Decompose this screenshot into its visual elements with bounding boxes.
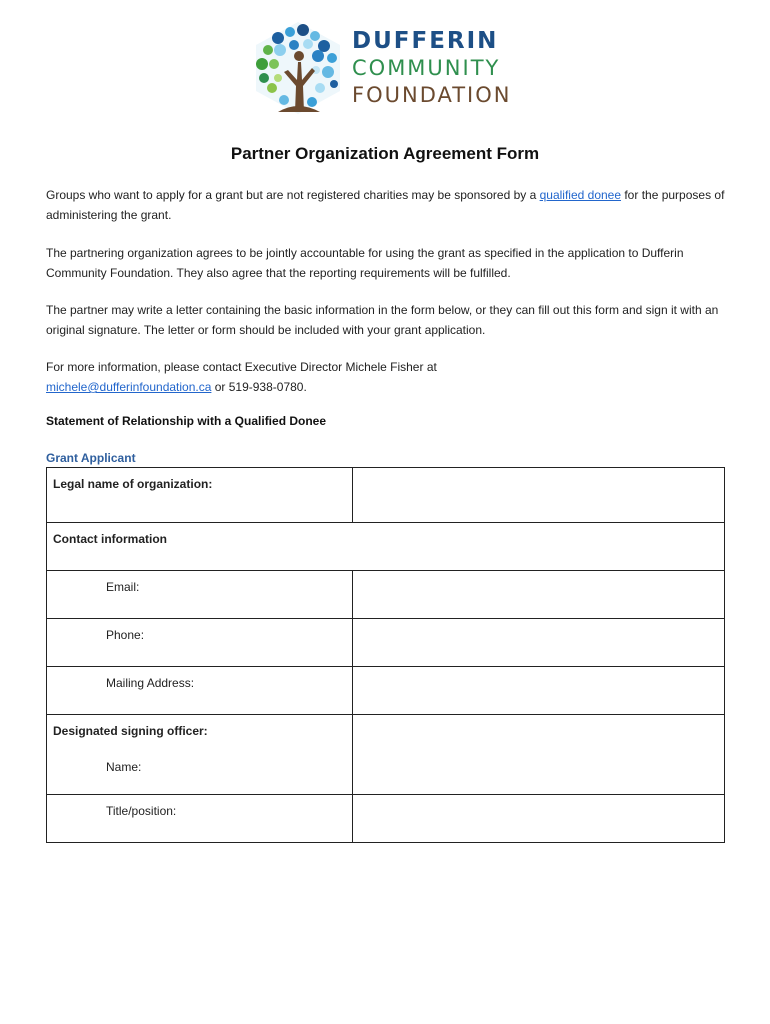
phone-row — [47, 619, 725, 667]
email-label: Email: — [106, 580, 140, 594]
logo-line-3: FOUNDATION — [352, 83, 512, 107]
name-label: Name: — [106, 760, 142, 774]
logo-wordmark — [352, 28, 511, 109]
qualified-donee-link[interactable]: qualified donee — [539, 188, 622, 202]
signing-officer-row — [47, 715, 725, 795]
foundation-logo — [248, 18, 528, 118]
contact-info-label: Contact information — [53, 532, 167, 546]
phone-label: Phone: — [106, 628, 145, 642]
mailing-label-cell — [47, 667, 353, 715]
title-position-label-cell — [47, 795, 353, 843]
mailing-field[interactable] — [353, 667, 725, 715]
intro-text-start: Groups who want to apply for a grant but are not registered charities may be sponsored by a — [46, 188, 540, 202]
tree-logo-icon — [248, 20, 348, 116]
page-title: Partner Organization Agreement Form — [230, 144, 540, 163]
signing-officer-label-cell — [47, 715, 353, 795]
title-position-row — [47, 795, 725, 843]
mailing-row — [47, 667, 725, 715]
legal-name-field[interactable] — [353, 468, 725, 523]
grant-applicant-heading: Grant Applicant — [46, 451, 136, 465]
grant-applicant-form — [46, 467, 725, 843]
legal-name-row — [47, 468, 725, 523]
letter-paragraph: The partner may write a letter containing the basic information in the form below, or they can fill out this form and sign it with an original signature. The letter or form should be included with your grant application. — [46, 303, 719, 337]
legal-name-label-cell — [47, 468, 353, 523]
section-heading: Statement of Relationship with a Qualified Donee — [46, 414, 327, 428]
mailing-label: Mailing Address: — [106, 676, 195, 690]
email-link[interactable]: michele@dufferinfoundation.ca — [46, 380, 212, 394]
name-field[interactable] — [353, 715, 725, 795]
contact-text-end: or 519-938-0780. — [211, 380, 307, 394]
email-row — [47, 571, 725, 619]
contact-info-cell — [47, 523, 725, 571]
contact-text-start: For more information, please contact Executive Director Michele Fisher at — [46, 360, 437, 374]
title-position-label: Title/position: — [106, 804, 177, 818]
accountability-paragraph: The partnering organization agrees to be jointly accountable for using the grant as specified in the application to Dufferin Community Foundation. They also agree that the reporting requirements will be fulfilled. — [46, 246, 684, 280]
intro-text-end: for the purposes of administering the grant. — [46, 188, 725, 222]
legal-name-label: Legal name of organization: — [53, 477, 213, 491]
phone-field[interactable] — [353, 619, 725, 667]
email-label-cell — [47, 571, 353, 619]
logo-line-1: DUFFERIN — [352, 28, 499, 54]
intro-paragraph — [46, 185, 736, 225]
phone-label-cell — [47, 619, 353, 667]
contact-paragraph — [46, 357, 736, 397]
contact-info-row — [47, 523, 725, 571]
title-position-field[interactable] — [353, 795, 725, 843]
email-field[interactable] — [353, 571, 725, 619]
logo-line-2: COMMUNITY — [352, 56, 501, 80]
signing-officer-label: Designated signing officer: — [53, 724, 208, 738]
